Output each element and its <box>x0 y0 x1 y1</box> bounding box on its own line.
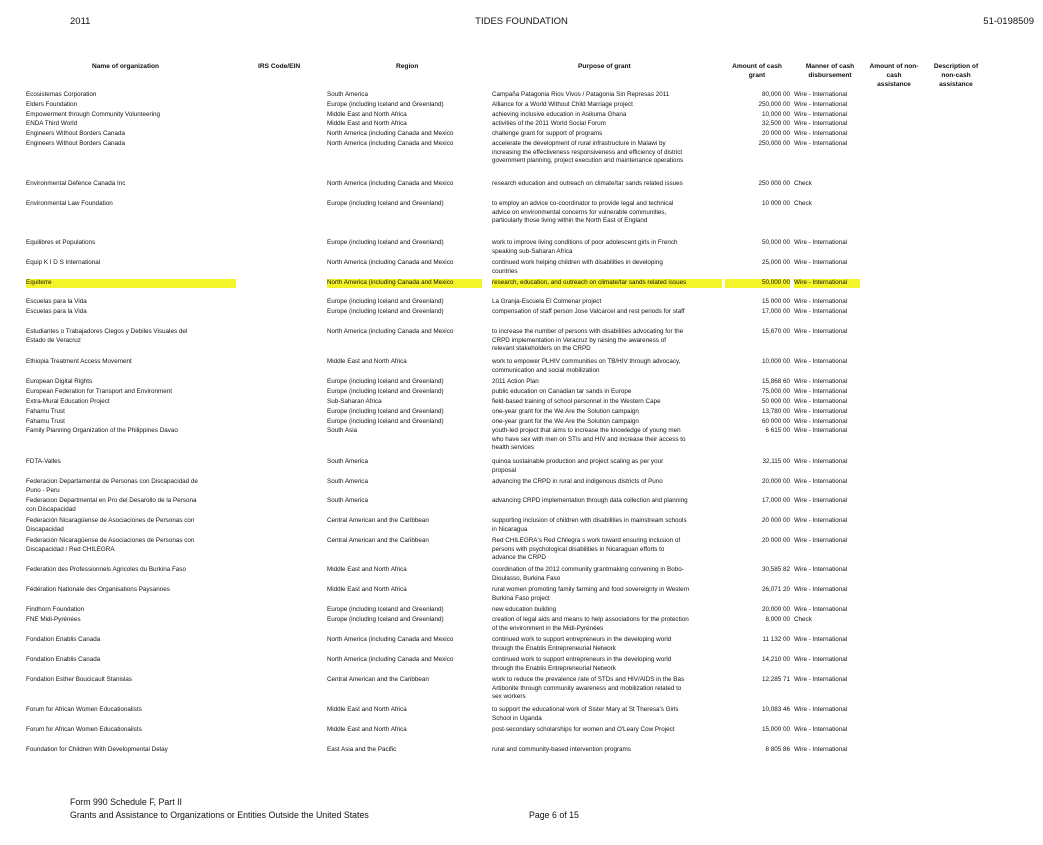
region-cell: South America <box>327 458 368 465</box>
disbursement-cell: Wire - International <box>794 308 848 315</box>
purpose-cell <box>492 537 722 563</box>
purpose-cell-line: supporting inclusion of children with disabilities in mainstream schools <box>492 517 687 524</box>
disbursement-cell: Wire - International <box>794 676 848 683</box>
organization-name-line: Equiterre <box>26 279 52 286</box>
region-cell: North America (including Canada and Mexico <box>327 636 454 643</box>
purpose-cell <box>492 636 722 653</box>
disbursement-cell: Wire - International <box>794 111 848 118</box>
organization-name-line: Foundation for Children With Developmental Delay <box>26 746 168 753</box>
organization-name <box>26 458 236 467</box>
region-cell: Europe (including Iceland and Greenland) <box>327 388 444 395</box>
region-cell: Middle East and North Africa <box>327 358 407 365</box>
amount-cell: 30,585 82 <box>761 566 790 573</box>
amount-cell: 10,000 00 <box>761 358 790 365</box>
region-cell: Middle East and North Africa <box>327 586 407 593</box>
region-cell: Central American and the Caribbean <box>327 537 429 544</box>
col-manner-disbursement: Manner of cash disbursement <box>805 63 855 79</box>
disbursement-cell: Wire - International <box>794 656 848 663</box>
organization-name-line: Federación Nicaragüense de Asociaciones de Personas con <box>26 537 195 544</box>
region-cell: Europe (including Iceland and Greenland) <box>327 298 444 305</box>
disbursement-cell: Wire - International <box>794 101 848 108</box>
amount-cell: 60 000 00 <box>761 418 790 425</box>
region-cell: Europe (including Iceland and Greenland) <box>327 408 444 415</box>
purpose-cell-line: post-secondary scholarships for women and O'Leary Cow Project <box>492 726 675 733</box>
disbursement-cell: Wire - International <box>794 566 848 573</box>
purpose-cell-line: research education and outreach on climate/tar sands related issues <box>492 180 683 187</box>
purpose-cell-line: advance the CRPD <box>492 554 546 561</box>
organization-name-line: con Discapacidad <box>26 505 76 513</box>
purpose-cell-line: continued work to support entrepreneurs in the developing world <box>492 656 672 663</box>
region-cell: South America <box>327 478 368 485</box>
purpose-cell <box>492 566 722 583</box>
amount-cell: 14,210 00 <box>761 656 790 663</box>
region-cell: Europe (including Iceland and Greenland) <box>327 101 444 108</box>
purpose-cell <box>492 378 722 387</box>
purpose-cell-line: work to empower PLHIV communities on TB/HIV through advocacy, <box>492 358 681 365</box>
amount-cell: 13,780 00 <box>761 408 790 415</box>
organization-name-line: Fondation Enablis Canada <box>26 656 101 663</box>
organization-name <box>26 586 236 595</box>
amount-cell: 17,000 00 <box>761 497 790 504</box>
organization-name-line: Fahamu Trust <box>26 408 65 415</box>
region-cell: Middle East and North Africa <box>327 111 407 118</box>
organization-name <box>26 378 236 387</box>
organization-name <box>26 120 236 129</box>
organization-name <box>26 616 236 625</box>
region-cell: Europe (including Iceland and Greenland) <box>327 418 444 425</box>
region-cell: Middle East and North Africa <box>327 566 407 573</box>
purpose-cell-line: to increase the number of persons with disabilities advocating for the <box>492 328 684 335</box>
purpose-cell-line: compensation of staff person Jose Valcarcel and rest periods for staff <box>492 308 685 315</box>
organization-name <box>26 606 236 615</box>
disbursement-cell: Check <box>794 180 812 187</box>
amount-cell: 11 132 00 <box>762 636 790 643</box>
purpose-cell-line: achieving inclusive education in Asikuma Ghana <box>492 111 627 118</box>
disbursement-cell: Wire - International <box>794 91 848 98</box>
organization-name <box>26 636 236 645</box>
amount-cell: 80,000 00 <box>761 91 790 98</box>
organization-name-line: Findhorn Foundation <box>26 606 85 613</box>
purpose-cell <box>492 180 722 189</box>
organization-name-line: Ethiopia Treatment Access Movement <box>26 358 132 365</box>
purpose-cell <box>492 358 722 375</box>
organization-name-line: Federación Nicaragüense de Asociaciones de Personas con <box>26 517 195 524</box>
organization-name-line: Elders Foundation <box>26 101 78 108</box>
organization-name <box>26 517 236 534</box>
organization-name-line: European Digital Rights <box>26 378 93 385</box>
amount-cell: 15 000 00 <box>761 298 790 305</box>
purpose-cell-line: of the environment in the Midi-Pyrénées <box>492 624 604 632</box>
amount-cell: 250,000 00 <box>758 101 790 108</box>
purpose-cell-line: challenge grant for support of programs <box>492 130 603 137</box>
organization-name <box>26 130 236 139</box>
organization-name <box>26 537 236 554</box>
organization-name-line: Federacion Departmental en Pro del Desarollo de la Persona <box>26 497 197 504</box>
organization-name <box>26 180 236 189</box>
purpose-cell <box>492 200 722 226</box>
purpose-cell <box>492 130 722 139</box>
organization-name <box>26 239 236 248</box>
region-cell: East Asia and the Pacific <box>327 746 397 753</box>
disbursement-cell: Wire - International <box>794 398 848 405</box>
organization-name <box>26 101 236 110</box>
amount-cell: 15,670 00 <box>761 328 790 335</box>
organization-name-line: Estado de Veracruz <box>26 336 81 344</box>
region-cell: North America (including Canada and Mexico <box>327 656 454 663</box>
region-cell: Central American and the Caribbean <box>327 676 429 683</box>
purpose-cell-line: to support the educational work of Sister Mary at St Theresa's Girls <box>492 706 679 713</box>
region-cell: North America (including Canada and Mexico <box>327 140 454 147</box>
purpose-cell-line: speaking sub-Saharan Africa <box>492 247 573 255</box>
purpose-cell-line: activities of the 2011 World Social Forum <box>492 120 606 127</box>
organization-name-line: Estudiantes o Trabajadores Ciegos y Debiles Visuales del <box>26 328 188 335</box>
region-cell: Europe (including Iceland and Greenland) <box>327 616 444 623</box>
organization-name-line: Ecosistemas Corporation <box>26 91 97 98</box>
purpose-cell-line: through the Enablis Entrepreneurial Network <box>492 644 616 652</box>
organization-name-line: Escuelas para la Vida <box>26 298 87 305</box>
amount-cell: 8,000 00 <box>765 616 790 623</box>
organization-name-line: Escuelas para la Vida <box>26 308 87 315</box>
purpose-cell <box>492 418 722 427</box>
purpose-cell-line: government planning, project execution and maintenance operations <box>492 157 684 164</box>
amount-cell: 10,083 46 <box>761 706 790 713</box>
purpose-cell-line: CRPD implementation in Veracruz by raising the awareness of <box>492 336 666 344</box>
amount-cell: 25,000 00 <box>761 259 790 266</box>
disbursement-cell: Wire - International <box>794 259 848 266</box>
amount-cell: 8 805 86 <box>765 746 790 753</box>
purpose-cell-line: advancing the CRPD in rural and indigenous districts of Puno <box>492 478 663 485</box>
region-cell: North America (including Canada and Mexico <box>327 328 454 335</box>
amount-cell: 50 000 00 <box>761 398 790 405</box>
organization-name <box>26 676 236 685</box>
region-cell: South America <box>327 91 368 98</box>
purpose-cell <box>492 497 722 506</box>
disbursement-cell: Wire - International <box>794 120 848 127</box>
purpose-cell-line: continued work to support entrepreneurs in the developing world <box>492 636 672 643</box>
organization-name-line: Extra-Mural Education Project <box>26 398 110 405</box>
footer-description: Grants and Assistance to Organizations or Entities Outside the United States <box>70 810 369 820</box>
amount-cell: 12,285 71 <box>761 676 790 683</box>
region-cell: Sub-Saharan Africa <box>327 398 382 405</box>
disbursement-cell: Wire - International <box>794 726 848 733</box>
organization-name-line: Fondation Enablis Canada <box>26 636 101 643</box>
disbursement-cell: Wire - International <box>794 517 848 524</box>
disbursement-cell: Wire - International <box>794 636 848 643</box>
organization-name <box>26 726 236 735</box>
disbursement-cell: Wire - International <box>794 388 848 395</box>
amount-cell: 15,000 00 <box>761 726 790 733</box>
amount-cell: 20,000 00 <box>761 606 790 613</box>
amount-cell: 250,000 00 <box>758 140 790 147</box>
disbursement-cell: Wire - International <box>794 427 848 434</box>
purpose-cell <box>492 298 722 307</box>
organization-name-line: Fahamu Trust <box>26 418 65 425</box>
purpose-cell-line: work to improve living conditions of poor adolescent girls in French <box>492 239 678 246</box>
amount-cell: 20,000 00 <box>761 478 790 485</box>
purpose-cell <box>492 517 722 534</box>
page-number: Page 6 of 15 <box>529 810 579 820</box>
purpose-cell <box>492 101 722 110</box>
purpose-cell-line: advice on environmental concerns for vulnerable communities, <box>492 208 667 216</box>
amount-cell: 50,000 00 <box>761 239 790 246</box>
organization-name <box>26 746 236 755</box>
organization-name-line: Engineers Without Borders Canada <box>26 140 126 147</box>
disbursement-cell: Check <box>794 616 812 623</box>
purpose-cell-line: who have sex with men on STIs and HIV and increase their access to <box>492 435 686 443</box>
organization-name-line: Empowerment through Community Volunteering <box>26 111 161 118</box>
organization-name <box>26 398 236 407</box>
col-name-of-organization: Name of organization <box>92 63 160 70</box>
organization-name <box>26 111 236 120</box>
organization-name-line: FNE Midi-Pyrénées <box>26 616 81 623</box>
disbursement-cell: Wire - International <box>794 239 848 246</box>
amount-cell: 10 000 00 <box>761 200 790 207</box>
disbursement-cell: Wire - International <box>794 458 848 465</box>
organization-name-line: Fédération Nationale des Organisations Paysannes <box>26 586 170 593</box>
purpose-cell-line: advancing CRPD implementation through data collection and planning <box>492 497 688 504</box>
region-cell: Europe (including Iceland and Greenland) <box>327 200 444 207</box>
purpose-cell <box>492 91 722 100</box>
amount-cell: 20 000 00 <box>761 517 790 524</box>
purpose-cell-line: Dioulasso, Burkina Faso <box>492 574 561 582</box>
organization-name-line: Environmental Defence Canada Inc <box>26 180 126 187</box>
purpose-cell <box>492 239 722 256</box>
region-cell: South Asia <box>327 427 358 434</box>
purpose-cell-line: School in Uganda <box>492 714 542 722</box>
disbursement-cell: Wire - International <box>794 378 848 385</box>
organization-name <box>26 279 236 288</box>
col-noncash-description: Description of non-cash assistance <box>933 63 979 88</box>
organization-name <box>26 328 236 345</box>
organization-name <box>26 298 236 307</box>
purpose-cell-line: research, education, and outreach on climate/tar sands related issues <box>492 279 687 286</box>
organization-name <box>26 656 236 665</box>
amount-cell: 15,868 60 <box>761 378 790 385</box>
purpose-cell-line: coordination of the 2012 community grantmaking convening in Bobo- <box>492 566 684 573</box>
purpose-cell <box>492 398 722 407</box>
purpose-cell-line: Burkina Faso project <box>492 594 550 602</box>
organization-name-line: Puno - Peru <box>26 486 60 494</box>
purpose-cell <box>492 259 722 276</box>
purpose-cell-line: to employ an advice co-coordinator to provide legal and technical <box>492 200 674 207</box>
purpose-cell-line: youth-led project that aims to increase the knowledge of young men <box>492 427 681 434</box>
purpose-cell-line: rural women promoting family farming and food sovereignty in Western <box>492 586 690 593</box>
purpose-cell <box>492 656 722 673</box>
purpose-cell <box>492 746 722 755</box>
col-irs-code: IRS Code/EIN <box>258 63 301 70</box>
disbursement-cell: Wire - International <box>794 140 848 147</box>
purpose-cell <box>492 408 722 417</box>
amount-cell: 32,115 00 <box>762 458 790 465</box>
disbursement-cell: Wire - International <box>794 478 848 485</box>
region-cell: Middle East and North Africa <box>327 120 407 127</box>
purpose-cell-line: Artibonite through community awareness and mobilization related to <box>492 684 682 692</box>
col-region: Region <box>396 63 419 70</box>
region-cell: North America (including Canada and Mexico <box>327 279 482 288</box>
organization-name <box>26 478 236 495</box>
col-purpose: Purpose of grant <box>578 63 631 70</box>
purpose-cell <box>492 427 722 453</box>
amount-cell: 32,500 00 <box>761 120 790 127</box>
purpose-cell-line: health services <box>492 444 534 451</box>
disbursement-cell: Check <box>794 200 812 207</box>
disbursement-cell: Wire - International <box>794 358 848 365</box>
purpose-cell <box>492 586 722 603</box>
disbursement-cell: Wire - International <box>794 537 848 544</box>
amount-cell: 75,000 00 <box>761 388 790 395</box>
organization-name-line: ENDA Third World <box>26 120 78 127</box>
region-cell: Central American and the Caribbean <box>327 517 429 524</box>
organization-name-line: Family Planning Organization of the Philippines Davao <box>26 427 178 434</box>
purpose-cell <box>492 616 722 633</box>
purpose-cell-line: in Nicaragua <box>492 525 528 533</box>
purpose-cell-line: creation of legal aids and means to help associations for the protection <box>492 616 689 623</box>
region-cell: Europe (including Iceland and Greenland) <box>327 308 444 315</box>
purpose-cell <box>492 606 722 615</box>
organization-name-line: European Federation for Transport and Environment <box>26 388 172 395</box>
organization-name <box>26 497 236 514</box>
amount-cell: 17,000 00 <box>761 308 790 315</box>
organization-name-line: Forum for African Women Educationalists <box>26 706 142 713</box>
ein-number: 51-0198509 <box>983 16 1034 27</box>
amount-cell: 50,000 00 <box>725 279 790 288</box>
purpose-cell-line: proposal <box>492 466 517 474</box>
purpose-cell-line: new education building <box>492 606 557 613</box>
organization-name-line: Equip K I D S International <box>26 259 101 266</box>
organization-name <box>26 200 236 209</box>
disbursement-cell: Wire - International <box>794 497 848 504</box>
purpose-cell-line: sex workers <box>492 693 526 700</box>
footer-form-name: Form 990 Schedule F, Part II <box>70 797 182 807</box>
disbursement-cell: Wire - International <box>794 408 848 415</box>
region-cell: Middle East and North Africa <box>327 726 407 733</box>
amount-cell: 20 000 00 <box>761 130 790 137</box>
purpose-cell <box>492 279 722 288</box>
purpose-cell-line: increasing the effectiveness responsiveness and efficiency of district <box>492 148 683 156</box>
purpose-cell <box>492 328 722 354</box>
disbursement-cell: Wire - International <box>794 298 848 305</box>
purpose-cell-line: rural and community-based intervention programs <box>492 746 631 753</box>
purpose-cell <box>492 388 722 397</box>
purpose-cell <box>492 120 722 129</box>
organization-name-line: Discapacidad <box>26 525 64 533</box>
organization-name-line: Fondation Esther Boucicault Stanislas <box>26 676 133 683</box>
region-cell: South America <box>327 497 368 504</box>
organization-name <box>26 418 236 427</box>
purpose-cell-line: accelerate the development of rural infrastructure in Malawi by <box>492 140 666 147</box>
purpose-cell-line: relevant stakeholders on the CRPD <box>492 345 591 352</box>
purpose-cell <box>492 308 722 317</box>
purpose-cell <box>492 140 722 166</box>
organization-name-line: Environmental Law Foundation <box>26 200 113 207</box>
amount-cell: 250 000 00 <box>758 180 790 187</box>
purpose-cell-line: continued work helping children with disabilities in developing <box>492 259 663 266</box>
organization-name-line: Federation des Professionnels Agricoles du Burkina Faso <box>26 566 186 573</box>
region-cell: Middle East and North Africa <box>327 706 407 713</box>
purpose-cell-line: one-year grant for the We Are the Solution campaign <box>492 408 639 415</box>
organization-name-line: Federacion Departamental de Personas con Discapacidad de <box>26 478 198 485</box>
disbursement-cell: Wire - International <box>794 130 848 137</box>
organization-name <box>26 259 236 268</box>
organization-name <box>26 388 236 397</box>
region-cell: North America (including Canada and Mexico <box>327 259 454 266</box>
purpose-cell-line: 2011 Action Plan <box>492 378 539 385</box>
organization-name <box>26 408 236 417</box>
purpose-cell-line: through the Enablis Entrepreneurial Network <box>492 664 616 672</box>
tax-year: 2011 <box>70 16 91 27</box>
purpose-cell <box>492 111 722 120</box>
purpose-cell <box>492 458 722 475</box>
purpose-cell-line: Alliance for a World Without Child Marriage project <box>492 101 633 108</box>
disbursement-cell: Wire - International <box>794 746 848 753</box>
organization-name-line: Discapacidad / Red CHILEGRA <box>26 545 115 553</box>
purpose-cell-line: one-year grant for the We Are the Solution campaign <box>492 418 639 425</box>
purpose-cell-line: countries <box>492 267 518 275</box>
disbursement-cell: Wire - International <box>794 418 848 425</box>
disbursement-cell: Wire - International <box>794 586 848 593</box>
purpose-cell <box>492 676 722 702</box>
amount-cell: 20 000 00 <box>761 537 790 544</box>
disbursement-cell: Wire - International <box>794 279 860 288</box>
purpose-cell-line: La Granja-Escuela El Colmenar project <box>492 298 602 305</box>
region-cell: North America (including Canada and Mexico <box>327 130 454 137</box>
purpose-cell-line: field-based training of school personnel in the Western Cape <box>492 398 661 405</box>
purpose-cell-line: particularly those living within the North East of England <box>492 217 648 224</box>
purpose-cell-line: communication and social mobilization <box>492 366 600 374</box>
organization-name-line: Engineers Without Borders Canada <box>26 130 126 137</box>
organization-name <box>26 308 236 317</box>
organization-name <box>26 358 236 367</box>
organization-name-line: Forum for African Women Educationalists <box>26 726 142 733</box>
organization-name <box>26 140 236 149</box>
organization-name <box>26 91 236 100</box>
organization-name <box>26 706 236 715</box>
col-noncash-amount: Amount of non- cash assistance <box>869 63 919 88</box>
organization-name-line: Equilibres et Populations <box>26 239 96 246</box>
region-cell: Europe (including Iceland and Greenland) <box>327 606 444 613</box>
amount-cell: 6 615 00 <box>765 427 790 434</box>
purpose-cell-line: Campaña Patagonia Rios Vivos / Patagonia Sin Represas 2011 <box>492 91 670 98</box>
amount-cell: 26,071 20 <box>761 586 790 593</box>
disbursement-cell: Wire - International <box>794 606 848 613</box>
disbursement-cell: Wire - International <box>794 706 848 713</box>
region-cell: Europe (including Iceland and Greenland) <box>327 378 444 385</box>
purpose-cell-line: persons with psychological disabilities in Nicaraguan efforts to <box>492 545 665 553</box>
col-amount-cash: Amount of cash grant <box>732 63 782 79</box>
purpose-cell-line: Red CHILEGRA's Red Chilegra s work toward ensuring inclusion of <box>492 537 681 544</box>
organization-name-line: FDTA-Valles <box>26 458 61 465</box>
region-cell: North America (including Canada and Mexico <box>327 180 454 187</box>
purpose-cell <box>492 706 722 723</box>
organization-name <box>26 566 236 575</box>
purpose-cell-line: work to reduce the prevalence rate of STDs and HIV/AIDS in the Bas <box>492 676 685 683</box>
purpose-cell <box>492 726 722 735</box>
page-title: TIDES FOUNDATION <box>475 16 568 27</box>
purpose-cell-line: public education on Canadian tar sands in Europe <box>492 388 632 395</box>
disbursement-cell: Wire - International <box>794 328 848 335</box>
region-cell: Europe (including Iceland and Greenland) <box>327 239 444 246</box>
purpose-cell-line: quinoa sustainable production and project scaling as per your <box>492 458 664 465</box>
purpose-cell <box>492 478 722 487</box>
organization-name <box>26 427 236 436</box>
amount-cell: 10,000 00 <box>761 111 790 118</box>
